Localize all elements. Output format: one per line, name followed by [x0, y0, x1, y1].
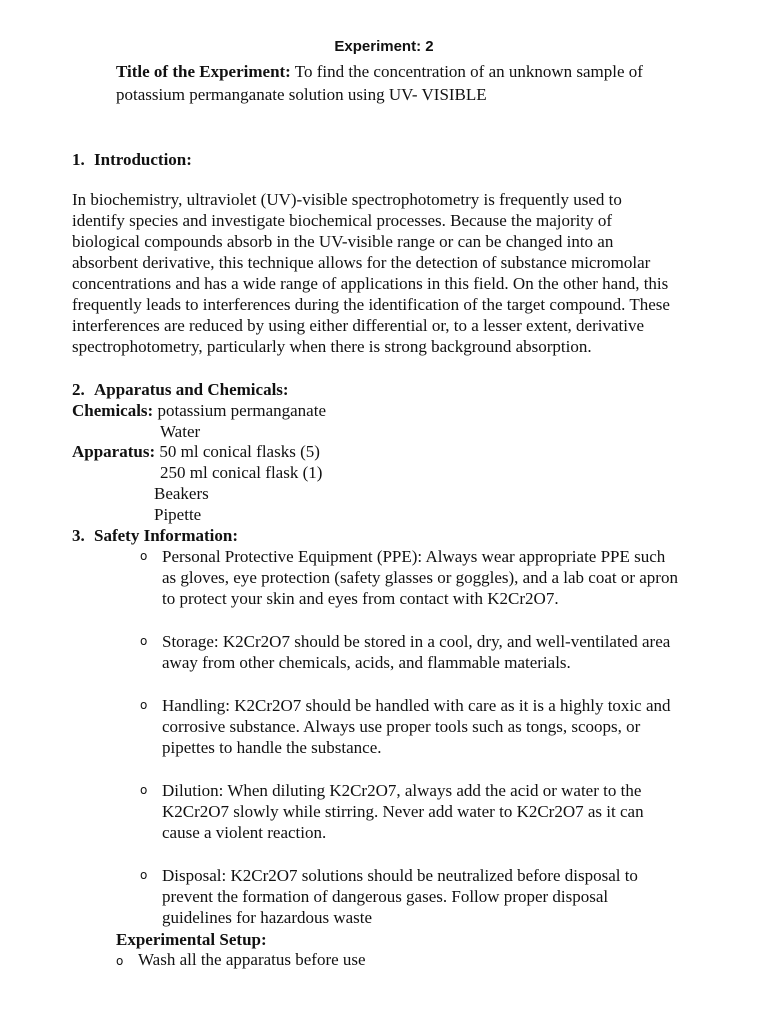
paragraph-line: interferences are reduced by using either differential or, to a lesser extent, derivative	[72, 316, 645, 335]
bullet-line: K2Cr2O7 slowly while stirring. Never add water to K2Cr2O7 as it can	[162, 802, 644, 821]
bullet-line: as gloves, eye protection (safety glasses or goggles), and a lab coat or apron	[162, 568, 678, 587]
introduction-heading	[72, 149, 192, 170]
bullet-line: pipettes to handle the substance.	[162, 738, 382, 757]
paragraph-line: biological compounds absorb in the UV-visible range or can be changed into an	[72, 232, 614, 251]
paragraph-line: identify species and investigate biochemical processes. Because the majority of	[72, 211, 613, 230]
bullet-line: Personal Protective Equipment (PPE): Always wear appropriate PPE such	[162, 547, 666, 566]
experiment-title	[116, 60, 696, 106]
chemicals-label: Chemicals:	[72, 401, 154, 420]
title-label: Title of the Experiment:	[116, 62, 291, 81]
bullet-line: corrosive substance. Always use proper tools such as tongs, scoops, or	[162, 717, 641, 736]
section-number: 1.	[72, 150, 85, 169]
bullet-circle-icon: o	[116, 954, 124, 968]
experiment-number: Experiment: 2	[334, 38, 434, 55]
apparatus-item: Pipette	[154, 505, 202, 524]
apparatus-row	[72, 441, 320, 462]
bullet-line: to protect your skin and eyes from contact with K2Cr2O7.	[162, 589, 559, 608]
bullet-line: Disposal: K2Cr2O7 solutions should be neutralized before disposal to	[162, 866, 638, 885]
setup-item-text: Wash all the apparatus before use	[138, 950, 366, 969]
section-number: 2.	[72, 380, 85, 399]
chemical-item: Water	[160, 422, 201, 441]
bullet-line: Storage: K2Cr2O7 should be stored in a cool, dry, and well-ventilated area	[162, 632, 671, 651]
introduction-paragraph	[72, 189, 712, 357]
paragraph-line: absorbent derivative, this technique allows for the detection of substance micromolar	[72, 253, 651, 272]
bullet-line: away from other chemicals, acids, and flammable materials.	[162, 653, 571, 672]
bullet-line: guidelines for hazardous waste	[162, 908, 373, 927]
bullet-line: prevent the formation of dangerous gases. Follow proper disposal	[162, 887, 609, 906]
apparatus-item: 250 ml conical flask (1)	[160, 463, 323, 482]
paragraph-line: In biochemistry, ultraviolet (UV)-visible spectrophotometry is frequently used to	[72, 190, 622, 209]
apparatus-label: Apparatus:	[72, 442, 156, 461]
chemical-item: potassium permanganate	[157, 401, 326, 420]
experimental-setup-heading: Experimental Setup:	[116, 930, 267, 949]
bullet-circle-icon: o	[140, 783, 148, 797]
bullet-circle-icon: o	[140, 698, 148, 712]
bullet-circle-icon: o	[140, 549, 148, 563]
paragraph-line: frequently leads to interferences during the identification of the target compound. These	[72, 295, 670, 314]
section-title: Introduction:	[94, 150, 192, 169]
setup-item	[116, 949, 366, 972]
bullet-line: Handling: K2Cr2O7 should be handled with care as it is a highly toxic and	[162, 696, 671, 715]
section-number: 3.	[72, 526, 85, 545]
bullet-circle-icon: o	[140, 868, 148, 882]
bullet-line: cause a violent reaction.	[162, 823, 327, 842]
apparatus-item: Beakers	[154, 484, 209, 503]
section-title: Safety Information:	[94, 526, 239, 545]
paragraph-line: concentrations and has a wide range of applications in this field. On the other hand, this	[72, 274, 669, 293]
bullet-line: Dilution: When diluting K2Cr2O7, always add the acid or water to the	[162, 781, 642, 800]
apparatus-chemicals-heading	[72, 379, 289, 400]
title-text-line-1: To find the concentration of an unknown sample of	[290, 62, 643, 81]
paragraph-line: spectrophotometry, particularly when there is strong background absorption.	[72, 337, 592, 356]
apparatus-item: 50 ml conical flasks (5)	[159, 442, 320, 461]
chemicals-row	[72, 400, 326, 421]
safety-heading	[72, 525, 238, 546]
title-text-line-2: potassium permanganate solution using UV- VISIBLE	[116, 85, 487, 104]
section-title: Apparatus and Chemicals:	[94, 380, 289, 399]
bullet-circle-icon: o	[140, 634, 148, 648]
